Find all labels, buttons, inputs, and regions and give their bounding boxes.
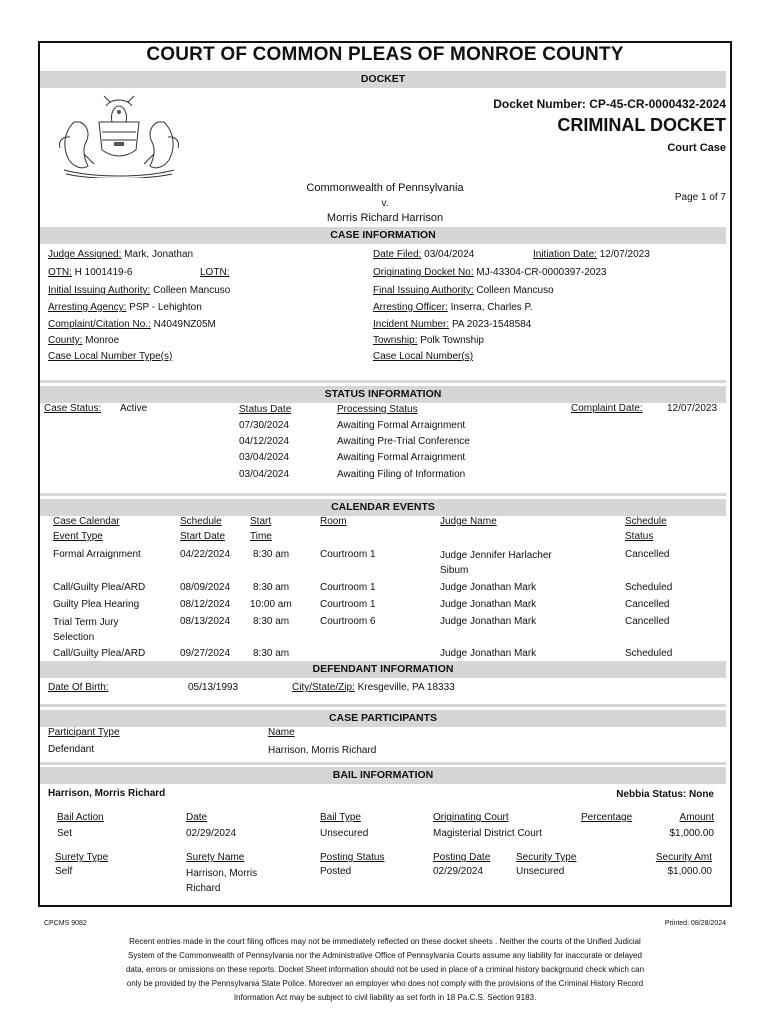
processing-status-header: Processing Status <box>337 404 418 415</box>
docket-type: CRIMINAL DOCKET <box>557 115 726 135</box>
caption-defendant: Morris Richard Harrison <box>326 212 444 224</box>
security-amount: $1,000.00 <box>667 866 712 877</box>
cal-header-schedule: Start Date <box>180 531 226 542</box>
printed-date: Printed: 08/28/2024 <box>664 920 726 927</box>
surety-name: Richard <box>186 883 221 894</box>
cal-header-start: Time <box>250 531 272 542</box>
incident-number: Incident Number: PA 2023-1548584 <box>373 319 532 330</box>
county: County: Monroe <box>48 335 120 346</box>
cal-event-type: Guilty Plea Hearing <box>53 599 140 610</box>
cal-event-type: Trial Term Jury <box>53 617 119 628</box>
cal-header-event: Event Type <box>53 531 103 542</box>
form-number: CPCMS 9082 <box>44 920 87 927</box>
calendar-events-heading: CALENDAR EVENTS <box>40 499 726 516</box>
cal-room: Courtroom 1 <box>320 599 376 610</box>
date-filed: Date Filed: 03/04/2024 <box>373 249 475 260</box>
disclaimer-line: Recent entries made in the court filing offices may not be immediately reflected on these docket sheets . Neither the courts of the Unified Judicial <box>129 937 641 946</box>
cal-event-type: Selection <box>53 632 95 643</box>
caption-versus: v. <box>381 198 389 209</box>
cal-start-date: 08/12/2024 <box>180 599 231 610</box>
complaint-date-value: 12/07/2023 <box>667 403 718 414</box>
cal-judge: Judge Jennifer Harlacher <box>440 550 552 561</box>
cal-room: Courtroom 1 <box>320 582 376 593</box>
nebbia-status: Nebbia Status: None <box>616 789 714 800</box>
disclaimer-line: Information Act may be subject to civil liability as set forth in 18 Pa.C.S. Section 9183. <box>233 993 537 1002</box>
docket-number: Docket Number: CP-45-CR-0000432-2024 <box>493 97 726 111</box>
caption-plaintiff: Commonwealth of Pennsylvania <box>306 182 464 194</box>
posting-status: Posted <box>320 866 352 877</box>
status-row-status: Awaiting Formal Arraignment <box>337 452 466 463</box>
initial-issuing-authority: Initial Issuing Authority: Colleen Mancuso <box>48 285 231 296</box>
cal-header-event: Case Calendar <box>53 516 120 527</box>
posting-status-header: Posting Status <box>320 852 385 863</box>
cal-start-date: 08/13/2024 <box>180 616 231 627</box>
cal-judge: Judge Jonathan Mark <box>440 582 537 593</box>
disclaimer-line: data, errors or omissions on these reports. Docket Sheet information should not be used in place of a criminal history background check which can <box>125 965 645 974</box>
cal-status: Cancelled <box>625 549 670 560</box>
percentage-header: Percentage <box>581 812 633 823</box>
cal-start-time: 8:30 am <box>253 616 290 627</box>
arresting-agency: Arresting Agency: PSP - Lehighton <box>48 302 202 313</box>
arresting-officer: Arresting Officer: Inserra, Charles P. <box>373 302 533 313</box>
complaint-citation-no: Complaint/Citation No.: N4049NZ05M <box>48 319 216 330</box>
cal-judge: Judge Jonathan Mark <box>440 648 537 659</box>
security-type-header: Security Type <box>516 852 577 863</box>
cal-status: Cancelled <box>625 616 670 627</box>
cal-start-date: 04/22/2024 <box>180 549 231 560</box>
security-amt-header: Security Amt <box>655 852 712 863</box>
status-date-header: Status Date <box>239 404 292 415</box>
case-local-numbers: Case Local Number(s) <box>373 351 474 362</box>
status-row-date: 04/12/2024 <box>239 436 290 447</box>
case-local-number-types: Case Local Number Type(s) <box>48 351 173 362</box>
disclaimer-line: System of the Commonwealth of Pennsylvania nor the Administrative Office of Pennsylvania Courts assume any liability for inaccurate or delayed <box>128 951 642 960</box>
cal-start-time: 10:00 am <box>250 599 292 610</box>
cal-room: Courtroom 6 <box>320 616 376 627</box>
surety-type: Self <box>55 866 73 877</box>
cal-status: Scheduled <box>625 582 673 593</box>
city-state-zip: City/State/Zip: Kresgeville, PA 18333 <box>292 682 455 693</box>
final-issuing-authority: Final Issuing Authority: Colleen Mancuso <box>373 285 554 296</box>
case-status-value: Active <box>120 403 148 414</box>
originating-court: Magisterial District Court <box>433 828 542 839</box>
bail-information-heading: BAIL INFORMATION <box>40 767 726 784</box>
case-participants-heading: CASE PARTICIPANTS <box>40 710 726 727</box>
participants-gap <box>40 704 726 707</box>
cal-start-time: 8:30 am <box>253 549 290 560</box>
posting-date-header: Posting Date <box>433 852 491 863</box>
cal-event-type: Call/Guilty Plea/ARD <box>53 582 146 593</box>
surety-name: Harrison, Morris <box>186 868 258 879</box>
township: Township: Polk Township <box>373 335 484 346</box>
initiation-date: Initiation Date: 12/07/2023 <box>533 249 650 260</box>
cal-start-date: 08/09/2024 <box>180 582 231 593</box>
cal-start-time: 8:30 am <box>253 648 290 659</box>
docket-heading: DOCKET <box>40 71 726 88</box>
cal-status: Scheduled <box>625 648 673 659</box>
surety-type-header: Surety Type <box>55 852 109 863</box>
cal-judge: Sibum <box>440 565 469 576</box>
status-row-date: 03/04/2024 <box>239 452 290 463</box>
bail-type: Unsecured <box>320 828 369 839</box>
status-row-status: Awaiting Filing of Information <box>337 469 466 480</box>
disclaimer-line: only be provided by the Pennsylvania State Police. Moreover an employer who does not comply with the provisions of the Criminal History Record <box>126 979 644 988</box>
status-gap <box>40 380 726 383</box>
participant-type-header: Participant Type <box>48 727 120 738</box>
cal-header-start: Start <box>250 516 272 527</box>
posting-date: 02/29/2024 <box>433 866 484 877</box>
cal-header-status: Status <box>625 531 654 542</box>
bail-action: Set <box>57 828 73 839</box>
cal-header-status: Schedule <box>625 516 667 527</box>
judge-assigned: Judge Assigned: Mark, Jonathan <box>48 249 194 260</box>
bail-type-header: Bail Type <box>320 812 361 823</box>
bail-person: Harrison, Morris Richard <box>48 788 166 799</box>
page-number: Page 1 of 7 <box>674 192 726 203</box>
cal-judge: Judge Jonathan Mark <box>440 616 537 627</box>
court-case-label: Court Case <box>667 142 726 154</box>
participant-name-header: Name <box>268 727 295 738</box>
dob-value: 05/13/1993 <box>188 682 239 693</box>
bail-gap <box>40 762 726 765</box>
bail-date: 02/29/2024 <box>186 828 237 839</box>
bail-date-header: Date <box>186 812 208 823</box>
court-title: COURT OF COMMON PLEAS OF MONROE COUNTY <box>146 44 624 65</box>
case-status-label: Case Status: <box>44 403 102 414</box>
status-row-status: Awaiting Formal Arraignment <box>337 420 466 431</box>
bail-amount: $1,000.00 <box>669 828 714 839</box>
pennsylvania-seal <box>54 92 184 178</box>
otn: OTN: H 1001419-6 <box>48 267 133 278</box>
calendar-gap <box>40 493 726 496</box>
originating-docket: Originating Docket No: MJ-43304-CR-0000397-2023 <box>373 267 607 278</box>
status-information-heading: STATUS INFORMATION <box>40 386 726 403</box>
cal-judge: Judge Jonathan Mark <box>440 599 537 610</box>
security-type: Unsecured <box>516 866 565 877</box>
bail-action-header: Bail Action <box>57 812 104 823</box>
participant-name: Harrison, Morris Richard <box>268 745 377 756</box>
status-row-status: Awaiting Pre-Trial Conference <box>337 436 470 447</box>
cal-room: Courtroom 1 <box>320 549 376 560</box>
defendant-information-heading: DEFENDANT INFORMATION <box>40 661 726 678</box>
amount-header: Amount <box>679 812 714 823</box>
status-row-date: 07/30/2024 <box>239 420 290 431</box>
cal-header-judge: Judge Name <box>440 516 497 527</box>
cal-status: Cancelled <box>625 599 670 610</box>
cal-header-schedule: Schedule <box>180 516 222 527</box>
dob-label: Date Of Birth: <box>48 682 109 693</box>
cal-header-room: Room <box>320 516 347 527</box>
originating-court-header: Originating Court <box>433 812 509 823</box>
surety-name-header: Surety Name <box>186 852 245 863</box>
complaint-date-label: Complaint Date: <box>571 403 643 414</box>
participant-type: Defendant <box>48 744 95 755</box>
cal-event-type: Formal Arraignment <box>53 549 141 560</box>
case-information-heading: CASE INFORMATION <box>40 227 726 244</box>
status-row-date: 03/04/2024 <box>239 469 290 480</box>
lotn-label: LOTN: <box>200 267 230 278</box>
cal-start-time: 8:30 am <box>253 582 290 593</box>
cal-start-date: 09/27/2024 <box>180 648 231 659</box>
cal-event-type: Call/Guilty Plea/ARD <box>53 648 146 659</box>
